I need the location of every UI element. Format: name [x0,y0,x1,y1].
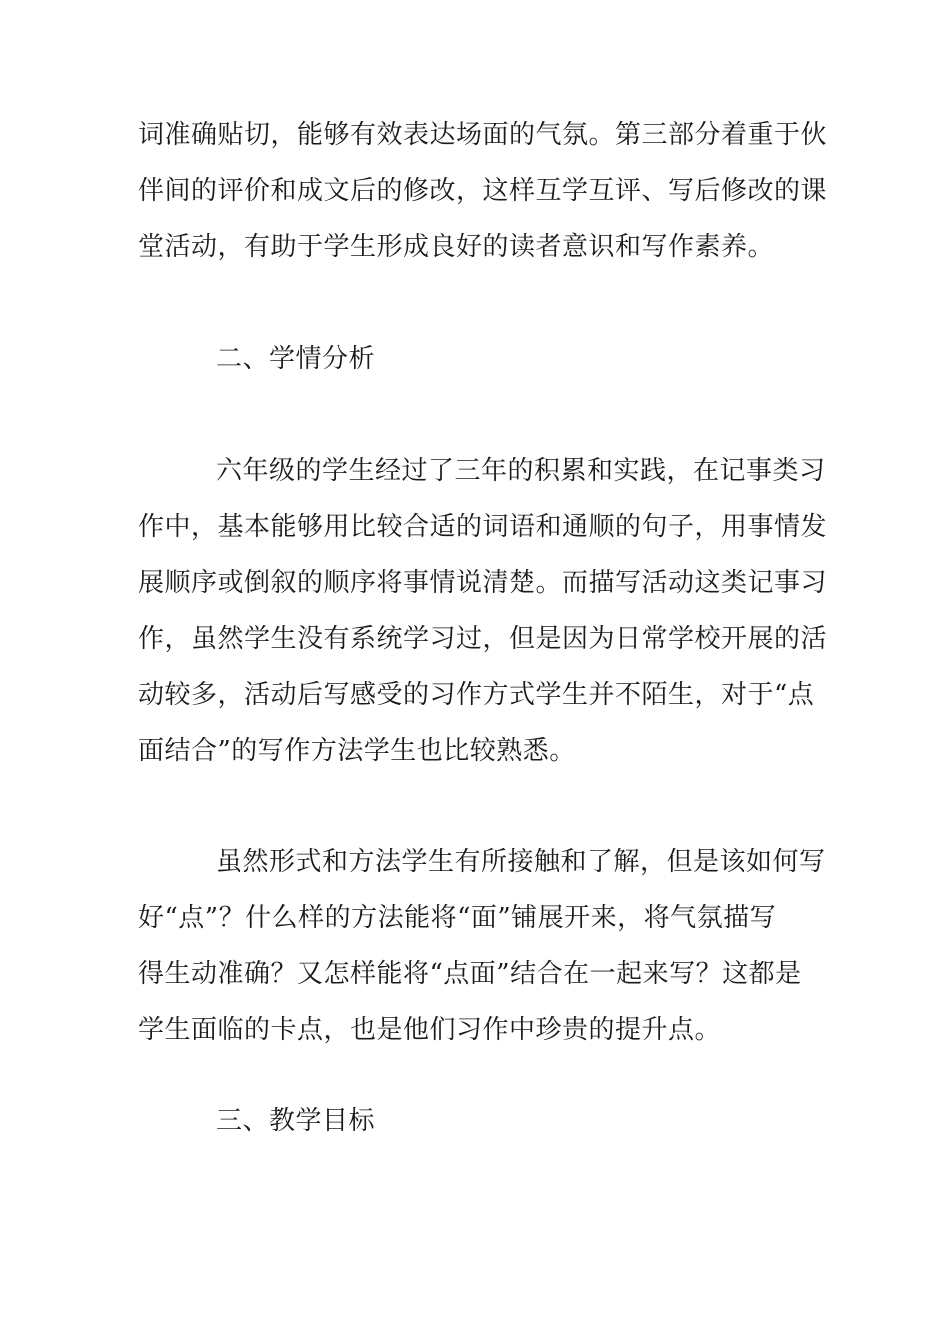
text-line: 学生面临的卡点，也是他们习作中珍贵的提升点。 [138,1015,722,1045]
text-line: 六年级的学生经过了三年的积累和实践，在记事类习 [216,456,826,486]
text-line: 面结合”的写作方法学生也比较熟悉。 [138,736,576,766]
text-line: 堂活动，有助于学生形成良好的读者意识和写作素养。 [138,232,775,262]
text-line: 伴间的评价和成文后的修改，这样互学互评、写后修改的课 [138,176,828,206]
text-line: 作中，基本能够用比较合适的词语和通顺的句子，用事情发 [138,512,828,542]
text-line: 动较多，活动后写感受的习作方式学生并不陌生，对于“点 [138,680,815,710]
text-line: 虽然形式和方法学生有所接触和了解，但是该如何写 [216,847,826,877]
section-heading-teaching-goals: 三、教学目标 [216,1106,376,1136]
text-line: 作，虽然学生没有系统学习过，但是因为日常学校开展的活 [138,624,828,654]
text-line: 展顺序或倒叙的顺序将事情说清楚。而描写活动这类记事习 [138,568,828,598]
text-line: 好“点”？什么样的方法能将“面”铺展开来，将气氛描写 [138,903,777,933]
text-line: 得生动准确？又怎样能将“点面”结合在一起来写？这都是 [138,959,802,989]
section-heading-student-analysis: 二、学情分析 [216,344,376,374]
text-line: 词准确贴切，能够有效表达场面的气氛。第三部分着重于伙 [138,120,828,150]
